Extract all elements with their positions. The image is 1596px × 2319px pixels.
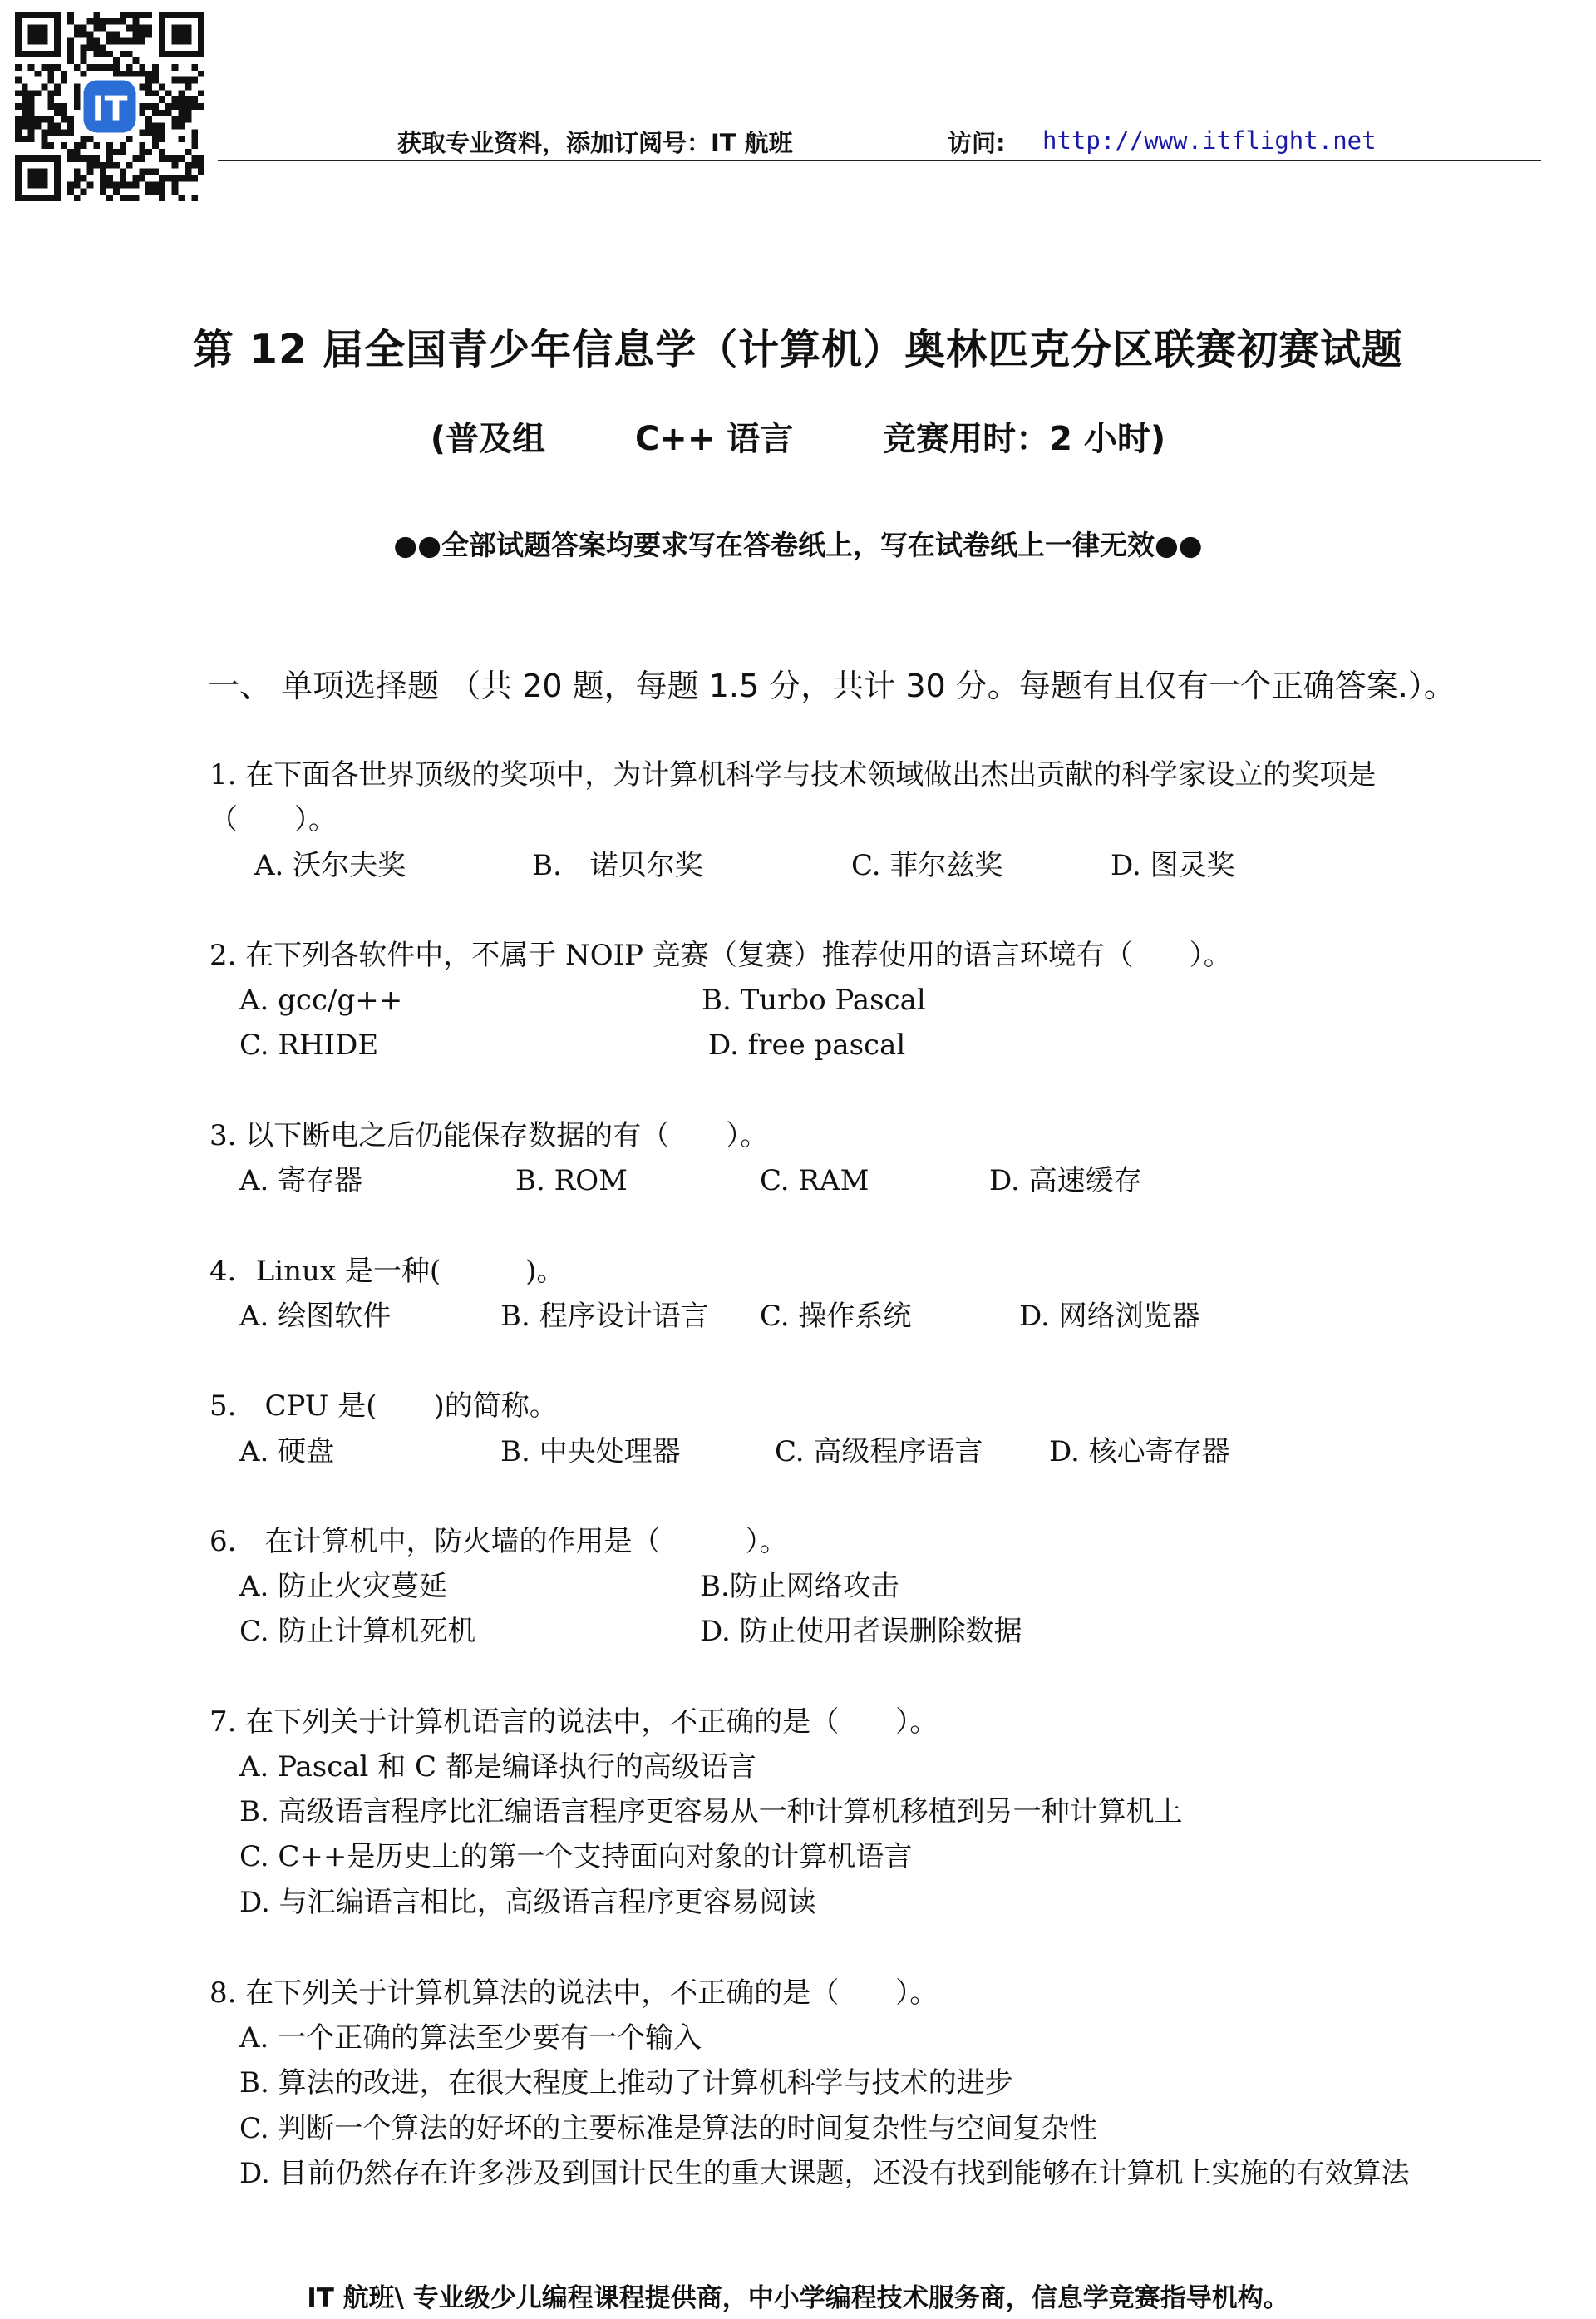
question-7-option-b: B. 高级语言程序比汇编语言程序更容易从一种计算机移植到另一种计算机上 [239,1795,1183,1828]
exam-title: 第 12 届全国青少年信息学（计算机）奥林匹克分区联赛初赛试题 [192,326,1404,373]
section-heading: 一、 单项选择题 （共 20 题，每题 1.5 分，共计 30 分。每题有且仅有一个正确答案.）。 [208,668,1456,704]
subtitle-group: (普及组 [430,420,546,458]
question-2-option-a: A. gcc/g++ [239,984,403,1017]
question-2-option-c: C. RHIDE [239,1029,379,1062]
question-1-stem: 1. 在下面各世界顶级的奖项中，为计算机科学与技术领域做出杰出贡献的科学家设立的奖项是 [209,758,1377,792]
question-5-option-b: B. 中央处理器 [500,1435,681,1468]
question-8-option-a: A. 一个正确的算法至少要有一个输入 [239,2021,702,2055]
header-url-link[interactable]: http://www.itflight.net [1042,126,1377,155]
subtitle-language: C++ 语言 [634,420,794,458]
question-1-option-c: C. 菲尔兹奖 [851,849,1003,882]
subtitle-time: 竞赛用时：2 小时) [883,420,1166,458]
question-1-stem-cont: （ ）。 [209,803,337,836]
question-5-option-c: C. 高级程序语言 [775,1435,983,1468]
question-4-option-d: D. 网络浏览器 [1019,1300,1200,1333]
question-1-option-d: D. 图灵奖 [1111,849,1235,882]
question-3-stem: 3. 以下断电之后仍能保存数据的有（ ）。 [209,1119,769,1152]
question-6-stem: 6. 在计算机中，防火墙的作用是（ ）。 [209,1525,788,1558]
header-subscribe-text: 获取专业资料，添加订阅号：IT 航班 [397,129,793,157]
question-6-option-a: A. 防止火灾蔓延 [239,1570,448,1603]
question-7-option-c: C. C++是历史上的第一个支持面向对象的计算机语言 [239,1840,913,1873]
exam-notice: ●●全部试题答案均要求写在答卷纸上，写在试卷纸上一律无效●● [393,529,1203,561]
question-6-option-c: C. 防止计算机死机 [239,1615,476,1648]
exam-subtitle [0,412,1596,460]
page-footer: IT 航班\ 专业级少儿编程课程提供商，中小学编程技术服务商，信息学竞赛指导机构。 [307,2283,1289,2313]
question-5-stem: 5. CPU 是( )的简称。 [209,1389,558,1423]
question-2-option-d: D. free pascal [708,1029,906,1062]
question-8-option-d: D. 目前仍然存在许多涉及到国计民生的重大课题，还没有找到能够在计算机上实施的有效算法 [239,2157,1410,2190]
question-8-stem: 8. 在下列关于计算机算法的说法中，不正确的是（ ）。 [209,1976,938,2010]
question-4-option-b: B. 程序设计语言 [500,1300,709,1333]
question-3-option-c: C. RAM [760,1164,869,1197]
question-3-option-b: B. ROM [515,1164,628,1197]
header-visit-label: 访问: [948,129,1006,157]
question-4-option-a: A. 绘图软件 [239,1300,392,1333]
svg-text:IT: IT [91,88,128,129]
question-4-option-c: C. 操作系统 [760,1300,912,1333]
question-8-option-b: B. 算法的改进，在很大程度上推动了计算机科学与技术的进步 [239,2066,1013,2099]
question-5-option-d: D. 核心寄存器 [1049,1435,1230,1468]
question-8-option-c: C. 判断一个算法的好坏的主要标准是算法的时间复杂性与空间复杂性 [239,2112,1098,2145]
question-6-option-d: D. 防止使用者误删除数据 [700,1615,1022,1648]
question-4-stem: 4．Linux 是一种( )。 [209,1255,565,1288]
question-2-option-b: B. Turbo Pascal [702,984,926,1017]
question-2-stem: 2. 在下列各软件中，不属于 NOIP 竞赛（复赛）推荐使用的语言环境有（ ）。 [209,939,1232,972]
question-7-option-d: D. 与汇编语言相比，高级语言程序更容易阅读 [239,1886,816,1919]
question-6-option-b: B.防止网络攻击 [700,1570,899,1603]
question-5-option-a: A. 硬盘 [239,1435,335,1468]
question-1-option-b: B. 诺贝尔奖 [532,849,703,882]
question-3-option-d: D. 高速缓存 [989,1164,1142,1197]
question-7-option-a: A. Pascal 和 C 都是编译执行的高级语言 [239,1750,756,1784]
question-7-stem: 7. 在下列关于计算机语言的说法中，不正确的是（ ）。 [209,1705,938,1739]
question-1-option-a: A. 沃尔夫奖 [254,849,406,882]
qr-code-icon [15,12,204,201]
header-divider [218,160,1541,161]
question-3-option-a: A. 寄存器 [239,1164,363,1197]
